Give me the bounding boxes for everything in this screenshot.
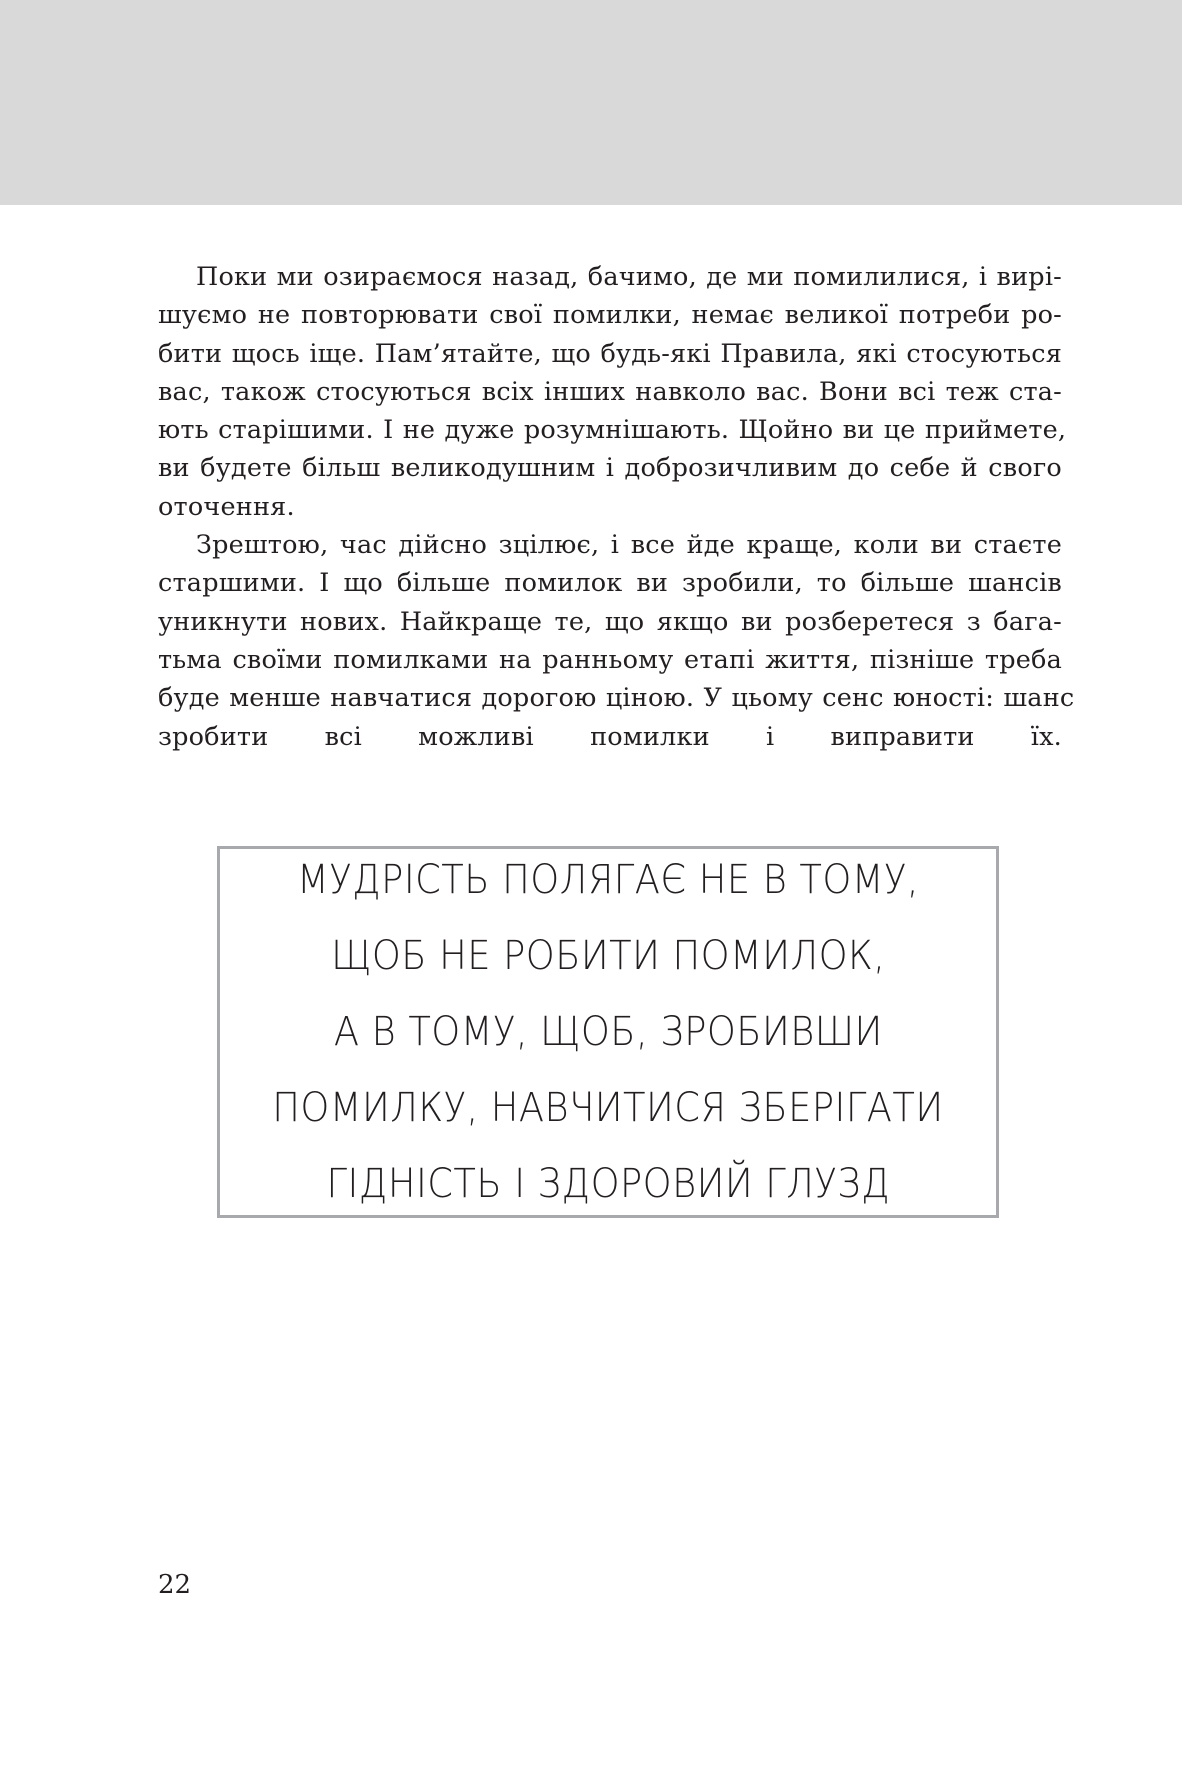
- text-line: [158, 756, 1062, 794]
- header-band: [0, 0, 1182, 205]
- text-line: ви будете більш великодушним і доброзичливим до себе й свого: [158, 453, 1062, 484]
- text-line: тьма своїми помилками на ранньому етапі життя, пізніше треба: [158, 644, 1062, 675]
- text-line: Поки ми озираємося назад, бачимо, де ми помилилися, і вирі-: [196, 262, 1062, 292]
- quote-box: [217, 846, 999, 1218]
- quote-line: ЩОБ НЕ РОБИТИ ПОМИЛОК,: [330, 933, 886, 979]
- text-line: старшими. І що більше помилок ви зробили, то більше шансів: [158, 568, 1062, 599]
- text-line: шуємо не повторювати свої помилки, немає великої потреби ро-: [158, 300, 1062, 331]
- quote-line: А В ТОМУ, ЩОБ, ЗРОБИВШИ: [333, 1009, 883, 1055]
- text-line: Зрештою, час дійсно зцілює, і все йде краще, коли ви стаєте: [196, 530, 1062, 561]
- text-line: зробити всі можливі помилки і виправити їх.: [158, 721, 1062, 752]
- text-line: ють старішими. І не дуже розумнішають. Щойно ви це приймете,: [158, 415, 1067, 446]
- text-line: бити щось іще. Пам’ятайте, що будь-які Правила, які стосуються: [158, 338, 1062, 369]
- text-line: буде менше навчатися дорогою ціною. У цьому сенс юності: шанс: [158, 683, 1075, 714]
- quote-line: ГІДНІСТЬ І ЗДОРОВИЙ ГЛУЗД: [326, 1161, 890, 1207]
- paragraph-1: [158, 258, 1067, 526]
- text-line: уникнути нових. Найкраще те, що якщо ви розберетеся з бага-: [158, 606, 1062, 637]
- body-text: [158, 258, 1075, 794]
- text-line: вас, також стосуються всіх інших навколо вас. Вони всі теж ста-: [158, 376, 1062, 407]
- quote-line: ПОМИЛКУ, НАВЧИТИСЯ ЗБЕРІГАТИ: [272, 1085, 944, 1131]
- text-line: оточення.: [158, 491, 295, 522]
- page-number: 22: [158, 1570, 192, 1600]
- quote-line: МУДРІСТЬ ПОЛЯГАЄ НЕ В ТОМУ,: [296, 857, 920, 903]
- paragraph-2: [158, 526, 1075, 794]
